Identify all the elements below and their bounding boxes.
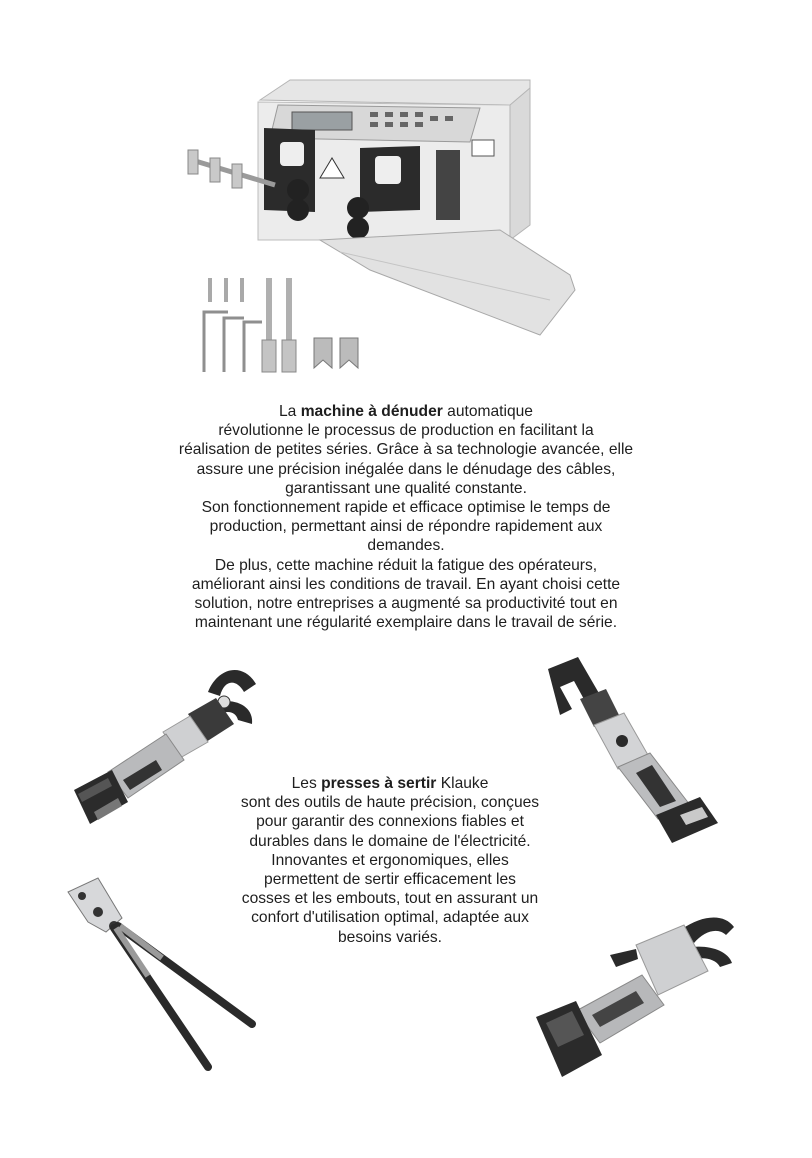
presses-line: cosses et les embouts, tout en assurant un: [241, 890, 539, 908]
intro-line: réalisation de petites séries. Grâce à sa technologie avancée, elle: [178, 441, 634, 459]
intro-line: solution, notre entreprises a augmenté sa productivité tout en: [194, 595, 618, 613]
presses-line: confort d'utilisation optimal, adaptée aux: [251, 909, 529, 927]
presses-line: pour garantir des connexions fiables et: [256, 813, 524, 831]
presses-line: besoins variés.: [337, 928, 442, 946]
presses-line: Innovantes et ergonomiques, elles: [271, 851, 509, 869]
intro-line: La machine à dénuder automatique: [279, 403, 533, 420]
presses-line: permettent de sertir efficacement les: [264, 871, 516, 889]
intro-line: De plus, cette machine réduit la fatigue des opérateurs,: [214, 556, 598, 574]
cordless-crimper-grey-image: [532, 905, 742, 1080]
bold-term: presses à sertir: [321, 775, 437, 792]
intro-line: assure une précision inégalée dans le dénudage des câbles,: [196, 460, 616, 478]
intro-line: améliorant ainsi les conditions de travail. En ayant choisi cette: [191, 575, 621, 593]
intro-line: révolutionne le processus de production en facilitant la: [218, 422, 594, 440]
presses-line: Les presses à sertir Klauke: [291, 775, 489, 792]
intro-line: production, permettant ainsi de répondre rapidement aux: [209, 518, 603, 536]
intro-line: maintenant une régularité exemplaire dans le travail de série.: [194, 614, 618, 632]
manual-crimping-plier-image: [58, 872, 263, 1077]
intro-line: demandes.: [367, 537, 445, 555]
wire-stripping-machine-image: [180, 50, 580, 375]
presses-line: durables dans le domaine de l'électricité.: [249, 832, 531, 850]
bold-term: machine à dénuder: [300, 403, 443, 420]
intro-paragraph: [70, 402, 742, 632]
presses-line: sont des outils de haute précision, conçues: [240, 794, 540, 812]
intro-line: garantissant une qualité constante.: [285, 479, 527, 497]
intro-line: Son fonctionnement rapide et efficace optimise le temps de: [201, 499, 611, 517]
